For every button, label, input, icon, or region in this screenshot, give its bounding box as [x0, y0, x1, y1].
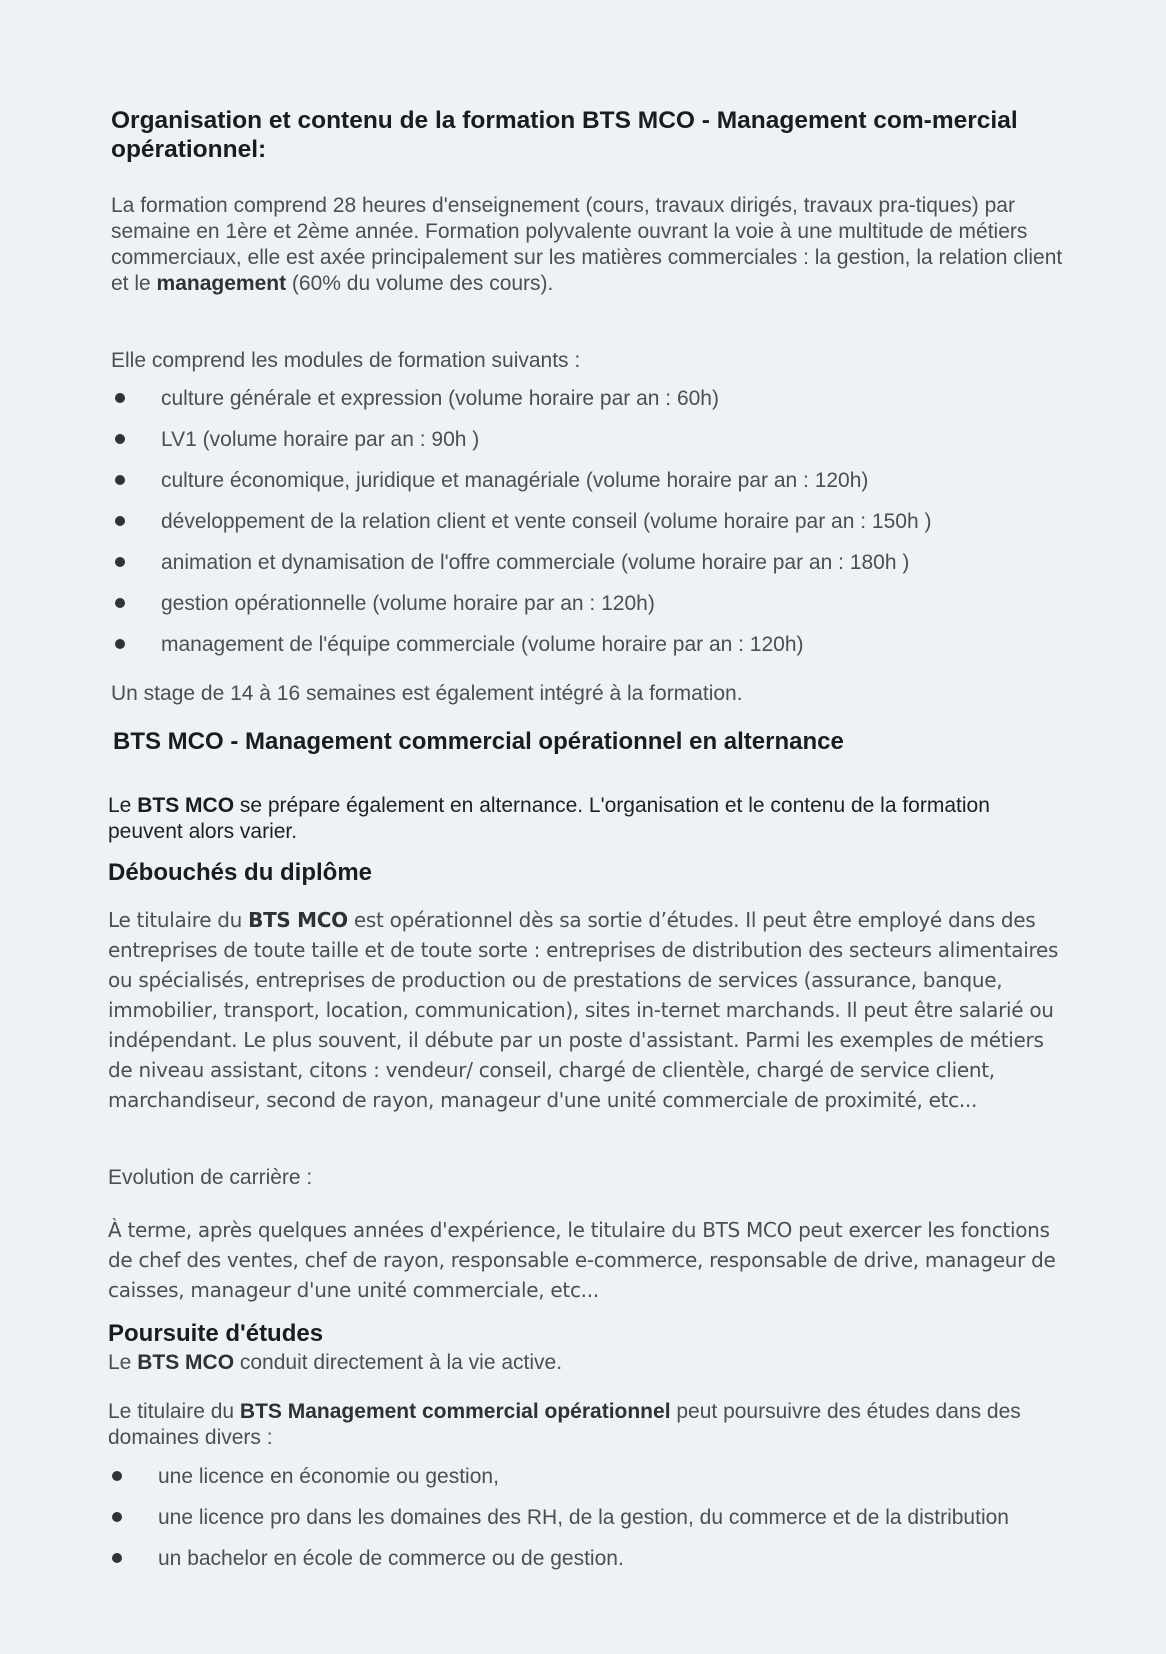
alternance-text-post: se prépare également en alternance. L'organisation et le contenu de la formation peuvent alors varier.	[108, 794, 990, 843]
list-item-text: gestion opérationnelle (volume horaire par an : 120h)	[161, 592, 655, 615]
bullet-icon	[115, 639, 125, 649]
section-debouches-title: Débouchés du diplôme	[108, 859, 373, 886]
list-item-text: LV1 (volume horaire par an : 90h )	[161, 428, 480, 451]
list-item	[111, 591, 1111, 632]
bullet-icon	[115, 434, 125, 444]
poursuite-line1-bold: BTS MCO	[137, 1351, 235, 1374]
debouches-bold: BTS MCO	[248, 908, 348, 932]
poursuite-options-list	[108, 1463, 1068, 1586]
poursuite-line2	[108, 1399, 1068, 1451]
list-item-text: une licence pro dans les domaines des RH, de la gestion, du commerce et de la distribution	[158, 1506, 1009, 1529]
section-alternance-title: BTS MCO - Management commercial opérationnel en alternance	[113, 728, 844, 755]
debouches-text	[108, 905, 1068, 1115]
poursuite-line2-post: peut poursuivre des études dans des domaines divers :	[108, 1400, 1021, 1449]
bullet-icon	[112, 1471, 122, 1481]
bullet-icon	[112, 1553, 122, 1563]
section-poursuite-title: Poursuite d'études	[108, 1320, 324, 1347]
list-item-text: un bachelor en école de commerce ou de gestion.	[158, 1547, 624, 1570]
list-item-text: culture économique, juridique et managériale (volume horaire par an : 120h)	[161, 469, 869, 492]
list-item	[111, 468, 1111, 509]
alternance-text-pre: Le	[108, 794, 138, 817]
alternance-bold: BTS MCO	[137, 794, 235, 817]
list-item-text: management de l'équipe commerciale (volume horaire par an : 120h)	[161, 633, 804, 656]
section-formation-title: Organisation et contenu de la formation BTS MCO - Management com-mercial opérationnel:	[111, 107, 1018, 163]
debouches-text-pre: Le titulaire du	[108, 908, 249, 932]
modules-lead: Elle comprend les modules de formation suivants :	[111, 349, 581, 372]
bullet-icon	[115, 557, 125, 567]
bullet-icon	[115, 516, 125, 526]
list-item	[108, 1504, 1068, 1531]
intro-bold: management	[156, 272, 287, 295]
debouches-text-post: est opérationnel dès sa sortie d’études. Il peut être employé dans des entreprises de toute taille et de toute sorte : entreprises de distribution des secteurs alimentaires ou spécialisés, entreprises de production ou de prestations de services (assurance, banque, immobilier, transport, location, communication), sites in-ternet marchands. Il peut être salarié ou indépendant. Le plus souvent, il débute par un poste d'assistant. Parmi les exemples de métiers de niveau assistant, citons : vendeur/ conseil, chargé de clientèle, chargé de service client, marchandiseur, second de rayon, manageur d'une unité commerciale de proximité, etc...	[108, 908, 1059, 1112]
bullet-icon	[112, 1512, 122, 1522]
intro-text-1: La formation comprend 28 heures d'enseignement (cours, travaux dirigés, travaux pra-tiques) par semaine en 1ère et 2ème année. Formation polyvalente ouvrant la voie à une multitude de métiers commerciaux, elle est axée principalement sur les matières commerciales : la gestion, la relation client et le	[111, 194, 1063, 295]
stage-text: Un stage de 14 à 16 semaines est également intégré à la formation.	[111, 682, 743, 705]
list-item	[108, 1463, 1068, 1490]
list-item	[108, 1545, 1068, 1572]
evolution-text: À terme, après quelques années d'expérience, le titulaire du BTS MCO peut exercer les fonctions de chef des ventes, chef de rayon, responsable e-commerce, responsable de drive, manageur de caisses, manageur d'une unité commerciale, etc...	[108, 1218, 1056, 1302]
bullet-icon	[115, 475, 125, 485]
modules-list	[111, 386, 1111, 673]
poursuite-line1-post: conduit directement à la vie active.	[234, 1351, 563, 1374]
list-item-text: culture générale et expression (volume horaire par an : 60h)	[161, 387, 719, 410]
list-item	[111, 509, 1111, 550]
poursuite-line1-pre: Le	[108, 1351, 138, 1374]
list-item	[111, 427, 1111, 468]
list-item	[111, 632, 1111, 673]
evolution-label: Evolution de carrière :	[108, 1166, 313, 1189]
bullet-icon	[115, 393, 125, 403]
list-item	[111, 550, 1111, 591]
poursuite-line2-pre: Le titulaire du	[108, 1400, 240, 1423]
list-item-text: une licence en économie ou gestion,	[158, 1465, 499, 1488]
intro-text-2: (60% du volume des cours).	[286, 272, 554, 295]
bullet-icon	[115, 598, 125, 608]
poursuite-line2-bold: BTS Management commercial opérationnel	[239, 1400, 671, 1423]
formation-intro	[111, 193, 1071, 297]
list-item	[111, 386, 1111, 427]
poursuite-line1	[108, 1350, 1068, 1376]
list-item-text: développement de la relation client et vente conseil (volume horaire par an : 150h )	[161, 510, 932, 533]
alternance-text	[108, 793, 1028, 845]
list-item-text: animation et dynamisation de l'offre commerciale (volume horaire par an : 180h )	[161, 551, 910, 574]
